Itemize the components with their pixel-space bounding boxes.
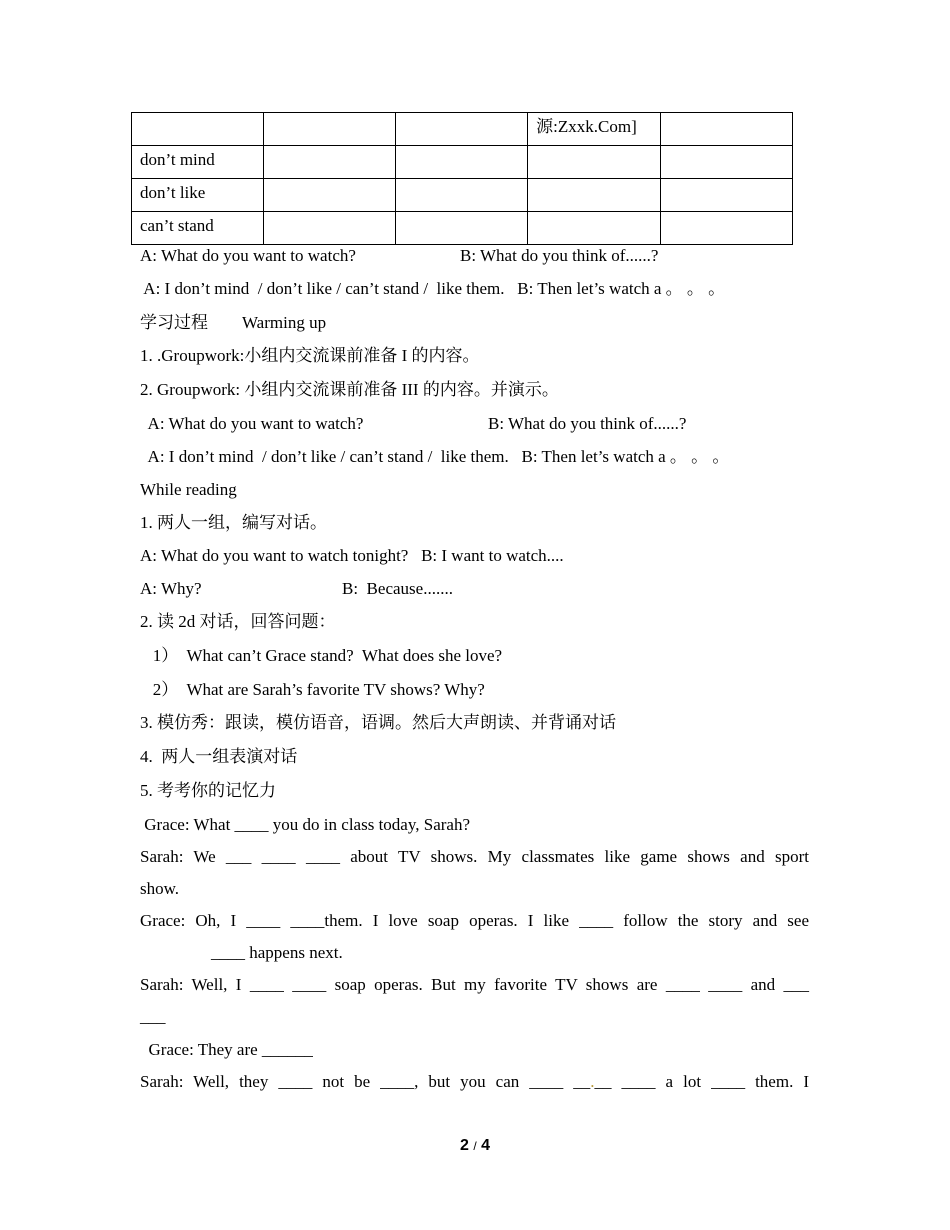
text-line: 4. 两人一组表演对话 bbox=[140, 747, 298, 766]
stray-mark: . bbox=[590, 1072, 595, 1091]
text-line: 1. 两人一组，编写对话。 bbox=[140, 513, 327, 532]
table-cell bbox=[528, 146, 661, 179]
dialogue-line: Sarah: Well, I ____ ____ soap operas. But my favorite TV shows are ____ ____ and ___ bbox=[140, 975, 809, 994]
table-cell bbox=[264, 113, 396, 146]
preference-table bbox=[131, 112, 793, 245]
page-separator: / bbox=[473, 1139, 477, 1153]
dialogue-line: show. bbox=[140, 879, 180, 898]
dialogue-text: Sarah: Well, they ____ not be ____, but you can ____ __ bbox=[140, 1072, 591, 1091]
table-cell: don’t like bbox=[132, 179, 264, 212]
section-heading: 学习过程 bbox=[140, 313, 208, 332]
table-cell bbox=[264, 179, 396, 212]
text-line: 3. 模仿秀：跟读，模仿语音，语调。然后大声朗读、并背诵对话 bbox=[140, 713, 616, 732]
table-cell bbox=[661, 146, 793, 179]
dialogue-line: Grace: Oh, I ____ ____them. I love soap operas. I like ____ follow the story and see bbox=[140, 911, 809, 930]
table-cell bbox=[264, 146, 396, 179]
text-line: 5. 考考你的记忆力 bbox=[140, 781, 276, 800]
text-line: A: Why? bbox=[140, 579, 202, 598]
total-pages: 4 bbox=[481, 1137, 491, 1154]
table-row bbox=[132, 113, 793, 146]
question-item: 1） What can’t Grace stand? What does she love? bbox=[140, 646, 503, 665]
section-heading: Warming up bbox=[242, 313, 327, 332]
table-cell: 源:Zxxk.Com] bbox=[528, 113, 661, 146]
table-cell bbox=[396, 113, 528, 146]
dialogue-line: Sarah: We ___ ____ ____ about TV shows. My classmates like game shows and sport bbox=[140, 847, 809, 866]
dialogue-line: Grace: They are ______ bbox=[140, 1040, 313, 1059]
table-cell bbox=[396, 212, 528, 245]
text-line: 2. 读 2d 对话，回答问题： bbox=[140, 612, 336, 631]
dialogue-line bbox=[140, 1066, 809, 1098]
dialogue-line: ___ bbox=[140, 1007, 166, 1026]
table-cell bbox=[528, 212, 661, 245]
table-cell: can’t stand bbox=[132, 212, 264, 245]
dialogue-line: Grace: What ____ you do in class today, Sarah? bbox=[140, 815, 470, 834]
table-cell bbox=[396, 179, 528, 212]
text-line: A: I don’t mind / don’t like / can’t stand / like them. B: Then let’s watch a 。 。 。 bbox=[140, 447, 730, 466]
table-row bbox=[132, 179, 793, 212]
question-item: 2） What are Sarah’s favorite TV shows? Why? bbox=[140, 680, 485, 699]
table-cell bbox=[396, 146, 528, 179]
text-line: 2. Groupwork: 小组内交流课前准备 III 的内容。并演示。 bbox=[140, 380, 559, 399]
text-line: A: I don’t mind / don’t like / can’t stand / like them. B: Then let’s watch a 。 。 。 bbox=[140, 279, 726, 298]
table-row bbox=[132, 146, 793, 179]
table-cell bbox=[528, 179, 661, 212]
table-cell: don’t mind bbox=[132, 146, 264, 179]
current-page: 2 bbox=[459, 1137, 469, 1154]
text-line: A: What do you want to watch? bbox=[140, 246, 356, 265]
table-cell bbox=[661, 179, 793, 212]
dialogue-text: __ ____ a lot ____ them. I bbox=[594, 1072, 809, 1091]
table-cell bbox=[264, 212, 396, 245]
text-line: B: What do you think of......? bbox=[488, 414, 687, 433]
dialogue-line: ____ happens next. bbox=[211, 943, 343, 962]
text-line: B: Because....... bbox=[342, 579, 453, 598]
table-cell bbox=[661, 212, 793, 245]
table-cell bbox=[661, 113, 793, 146]
table-row bbox=[132, 212, 793, 245]
text-line: 1. .Groupwork:小组内交流课前准备 I 的内容。 bbox=[140, 346, 480, 365]
text-line: A: What do you want to watch tonight? B: I want to watch.... bbox=[140, 546, 564, 565]
text-line: A: What do you want to watch? bbox=[140, 414, 364, 433]
table-cell bbox=[132, 113, 264, 146]
text-line: B: What do you think of......? bbox=[460, 246, 659, 265]
page-number bbox=[0, 1137, 950, 1155]
section-heading: While reading bbox=[140, 480, 237, 499]
